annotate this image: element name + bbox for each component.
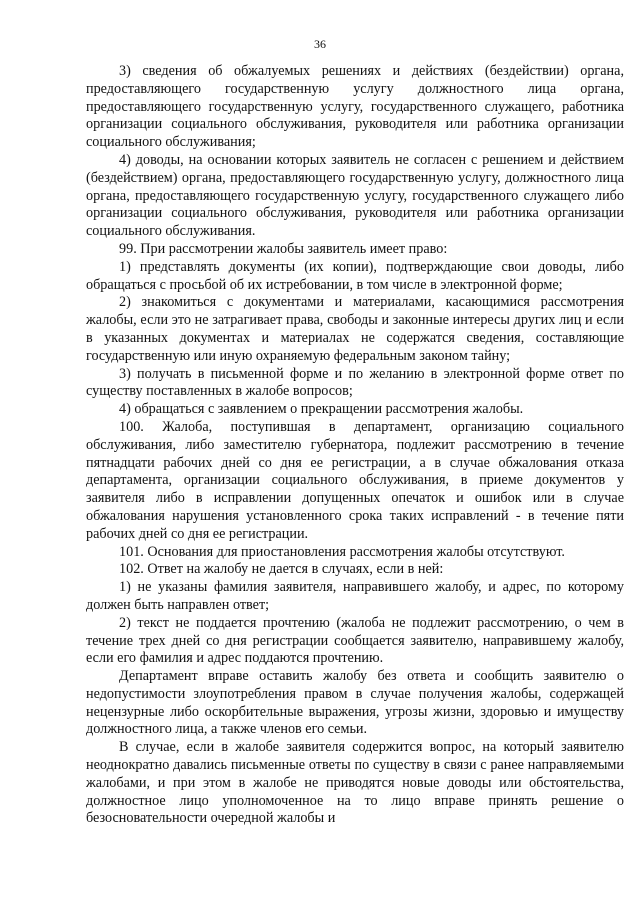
paragraph-item-3-appeal-info: 3) сведения об обжалуемых решениях и действиях (бездействии) органа, предоставляющего государственную услугу должностного лица органа, предоставляющего государственную услугу, государственного служащего, работника организации социального обслуживания, руководителя или работника организации социального обслуживания; — [86, 63, 624, 151]
paragraph-102-no-answer-cases: 102. Ответ на жалобу не дается в случаях, если в ней: — [119, 561, 444, 578]
paragraph-right-2-review-materials: 2) знакомиться с документами и материалами, касающимися рассмотрения жалобы, если это не затрагивает права, свободы и законные интересы других лиц и если в указанных документах и материалах не содержатся сведения, составляющие государственную или иную охраняемую федеральным законом тайну; — [86, 294, 624, 364]
paragraph-right-1-submit-documents: 1) представлять документы (их копии), подтверждающие свои доводы, либо обращаться с просьбой об их истребовании, в том числе в электронной форме; — [86, 258, 624, 293]
paragraph-right-4-withdraw: 4) обращаться с заявлением о прекращении рассмотрения жалобы. — [119, 401, 524, 418]
paragraph-department-abuse: Департамент вправе оставить жалобу без ответа и сообщить заявителю о недопустимости злоупотребления правом в случае получения жалобы, содержащей нецензурные либо оскорбительные выражения, угрозы жизни, здоровью и имуществу должностного лица, а также членов его семьи. — [86, 668, 624, 738]
paragraph-99-applicant-rights: 99. При рассмотрении жалобы заявитель имеет право: — [119, 240, 448, 257]
paragraph-item-4-arguments: 4) доводы, на основании которых заявитель не согласен с решением и действием (бездействием) органа, предоставляющего государственную услугу, должностного лица органа, предоставляющего государственную услугу, государственного служащего либо организации социального обслуживания, руководителя или работника организации социального обслуживания. — [86, 151, 624, 240]
paragraph-repeated-complaint: В случае, если в жалобе заявителя содержится вопрос, на который заявителю неоднократно давались письменные ответы по существу в связи с ранее направляемыми жалобами, и при этом в жалобе не приводятся новые доводы или обстоятельства, должностное лицо уполномоченное на то лицо вправе принять решение о безосновательности очередной жалобы и — [86, 739, 624, 827]
paragraph-right-3-receive-answer: 3) получать в письменной форме и по желанию в электронной форме ответ по существу поставленных в жалобе вопросов; — [86, 365, 624, 400]
page-number: 36 — [314, 37, 326, 51]
paragraph-case-2-unreadable: 2) текст не поддается прочтению (жалоба не подлежит рассмотрению, о чем в течение трех дней со дня регистрации сообщается заявителю, направившему жалобу, если его фамилия и адрес поддаются прочтению. — [86, 614, 624, 667]
document-body — [86, 63, 624, 828]
paragraph-101-no-suspension: 101. Основания для приостановления рассмотрения жалобы отсутствуют. — [119, 543, 565, 560]
paragraph-case-1-no-name: 1) не указаны фамилия заявителя, направившего жалобу, и адрес, по которому должен быть направлен ответ; — [86, 579, 624, 613]
paragraph-100-review-deadline: 100. Жалоба, поступившая в департамент, организацию социального обслуживания, либо заместителю губернатора, подлежит рассмотрению в течение пятнадцати рабочих дней со дня ее регистрации, а в случае обжалования отказа департамента, организации социального обслуживания, в приеме документов у заявителя либо в исправлении допущенных опечаток и ошибок или в случае обжалования нарушения установленного срока таких исправлений - в течение пяти рабочих дней со дня ее регистрации. — [86, 418, 624, 542]
